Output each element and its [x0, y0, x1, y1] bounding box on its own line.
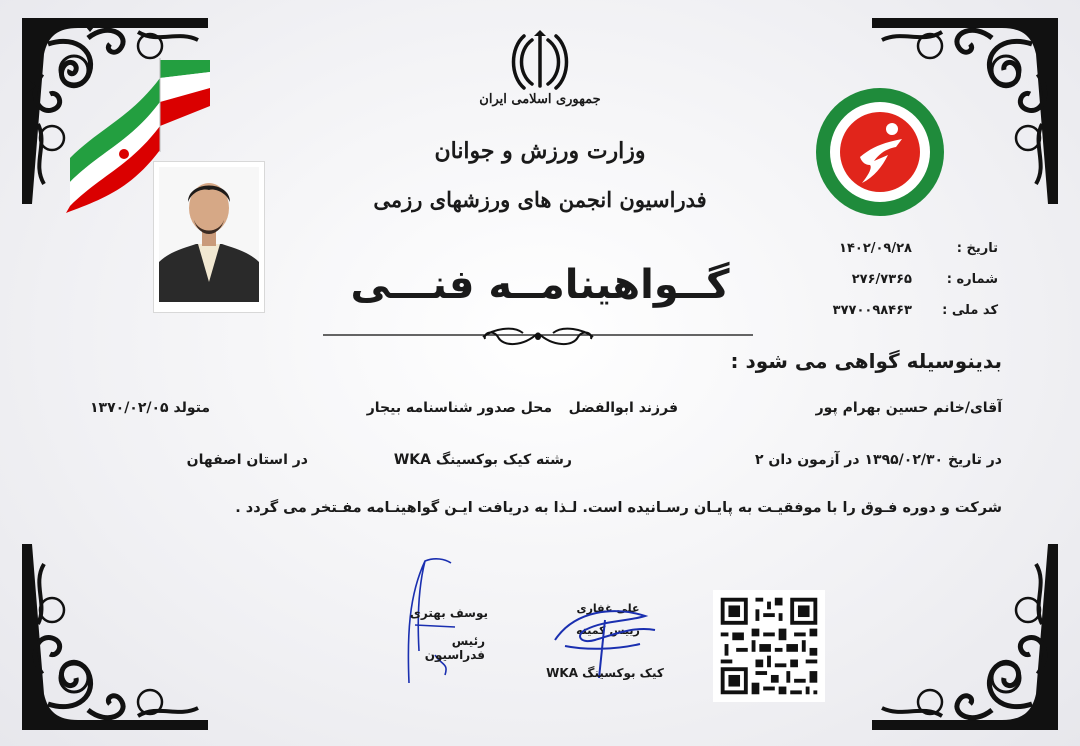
qr-code-icon [713, 590, 825, 702]
discipline: رشته کیک بوکسینگ WKA [393, 452, 572, 468]
conclusion-text: شرکت و دوره فـوق را با موفقیـت به پایـان رسـانیده است. لـذا به دریافت ایـن گواهینـامه مفـتخر می گردد . [235, 500, 1002, 516]
birth-date: متولد ۱۳۷۰/۰۲/۰۵ [90, 400, 210, 416]
corner-ornament-bottom-left [18, 534, 218, 734]
exam-info: در تاریخ ۱۳۹۵/۰۲/۳۰ در آزمون دان ۲ [755, 452, 1002, 468]
committee-org: کیک بوکسینگ WKA [546, 666, 664, 680]
president-role: رئیس فدراسیون [424, 634, 485, 662]
country-name: جمهوری اسلامی ایران [479, 92, 601, 107]
certificate-title: گــواهینامــه فنـــی [350, 262, 730, 308]
date-label: تاریخ : [956, 241, 998, 256]
committee-head-role: رییس کمیته [576, 624, 640, 637]
president-signature [395, 555, 465, 685]
iran-emblem-icon [508, 30, 572, 92]
meta-number [852, 272, 998, 287]
national-code-label: کد ملی : [942, 303, 998, 318]
federation-logo-icon [810, 85, 950, 220]
ministry-name: وزارت ورزش و جوانان [434, 138, 646, 164]
profile-photo [153, 161, 265, 313]
decorative-divider [323, 327, 753, 349]
committee-head-name: علی غفاری [576, 602, 640, 615]
meta-national-code [833, 303, 998, 318]
issue-place: محل صدور شناسنامه بیجار [366, 400, 552, 416]
date-value: ۱۴۰۲/۰۹/۲۸ [839, 241, 912, 256]
national-code-value: ۳۷۷۰۰۹۸۴۶۳ [832, 303, 912, 318]
corner-ornament-bottom-right [862, 534, 1062, 734]
province: در استان اصفهان [186, 452, 308, 468]
father-name: فرزند ابوالفضل [568, 400, 678, 416]
certification-intro: بدینوسیله گواهی می شود : [730, 349, 1002, 373]
number-value: ۲۷۶/۷۳۶۵ [851, 272, 912, 287]
federation-name: فدراسیون انجمن های ورزشهای رزمی [373, 187, 707, 212]
person-name: آقای/خانم حسین بهرام پور [815, 400, 1002, 416]
meta-date [839, 241, 998, 256]
president-name: یوسف بهتری [409, 606, 488, 620]
number-label: شماره : [946, 272, 998, 287]
